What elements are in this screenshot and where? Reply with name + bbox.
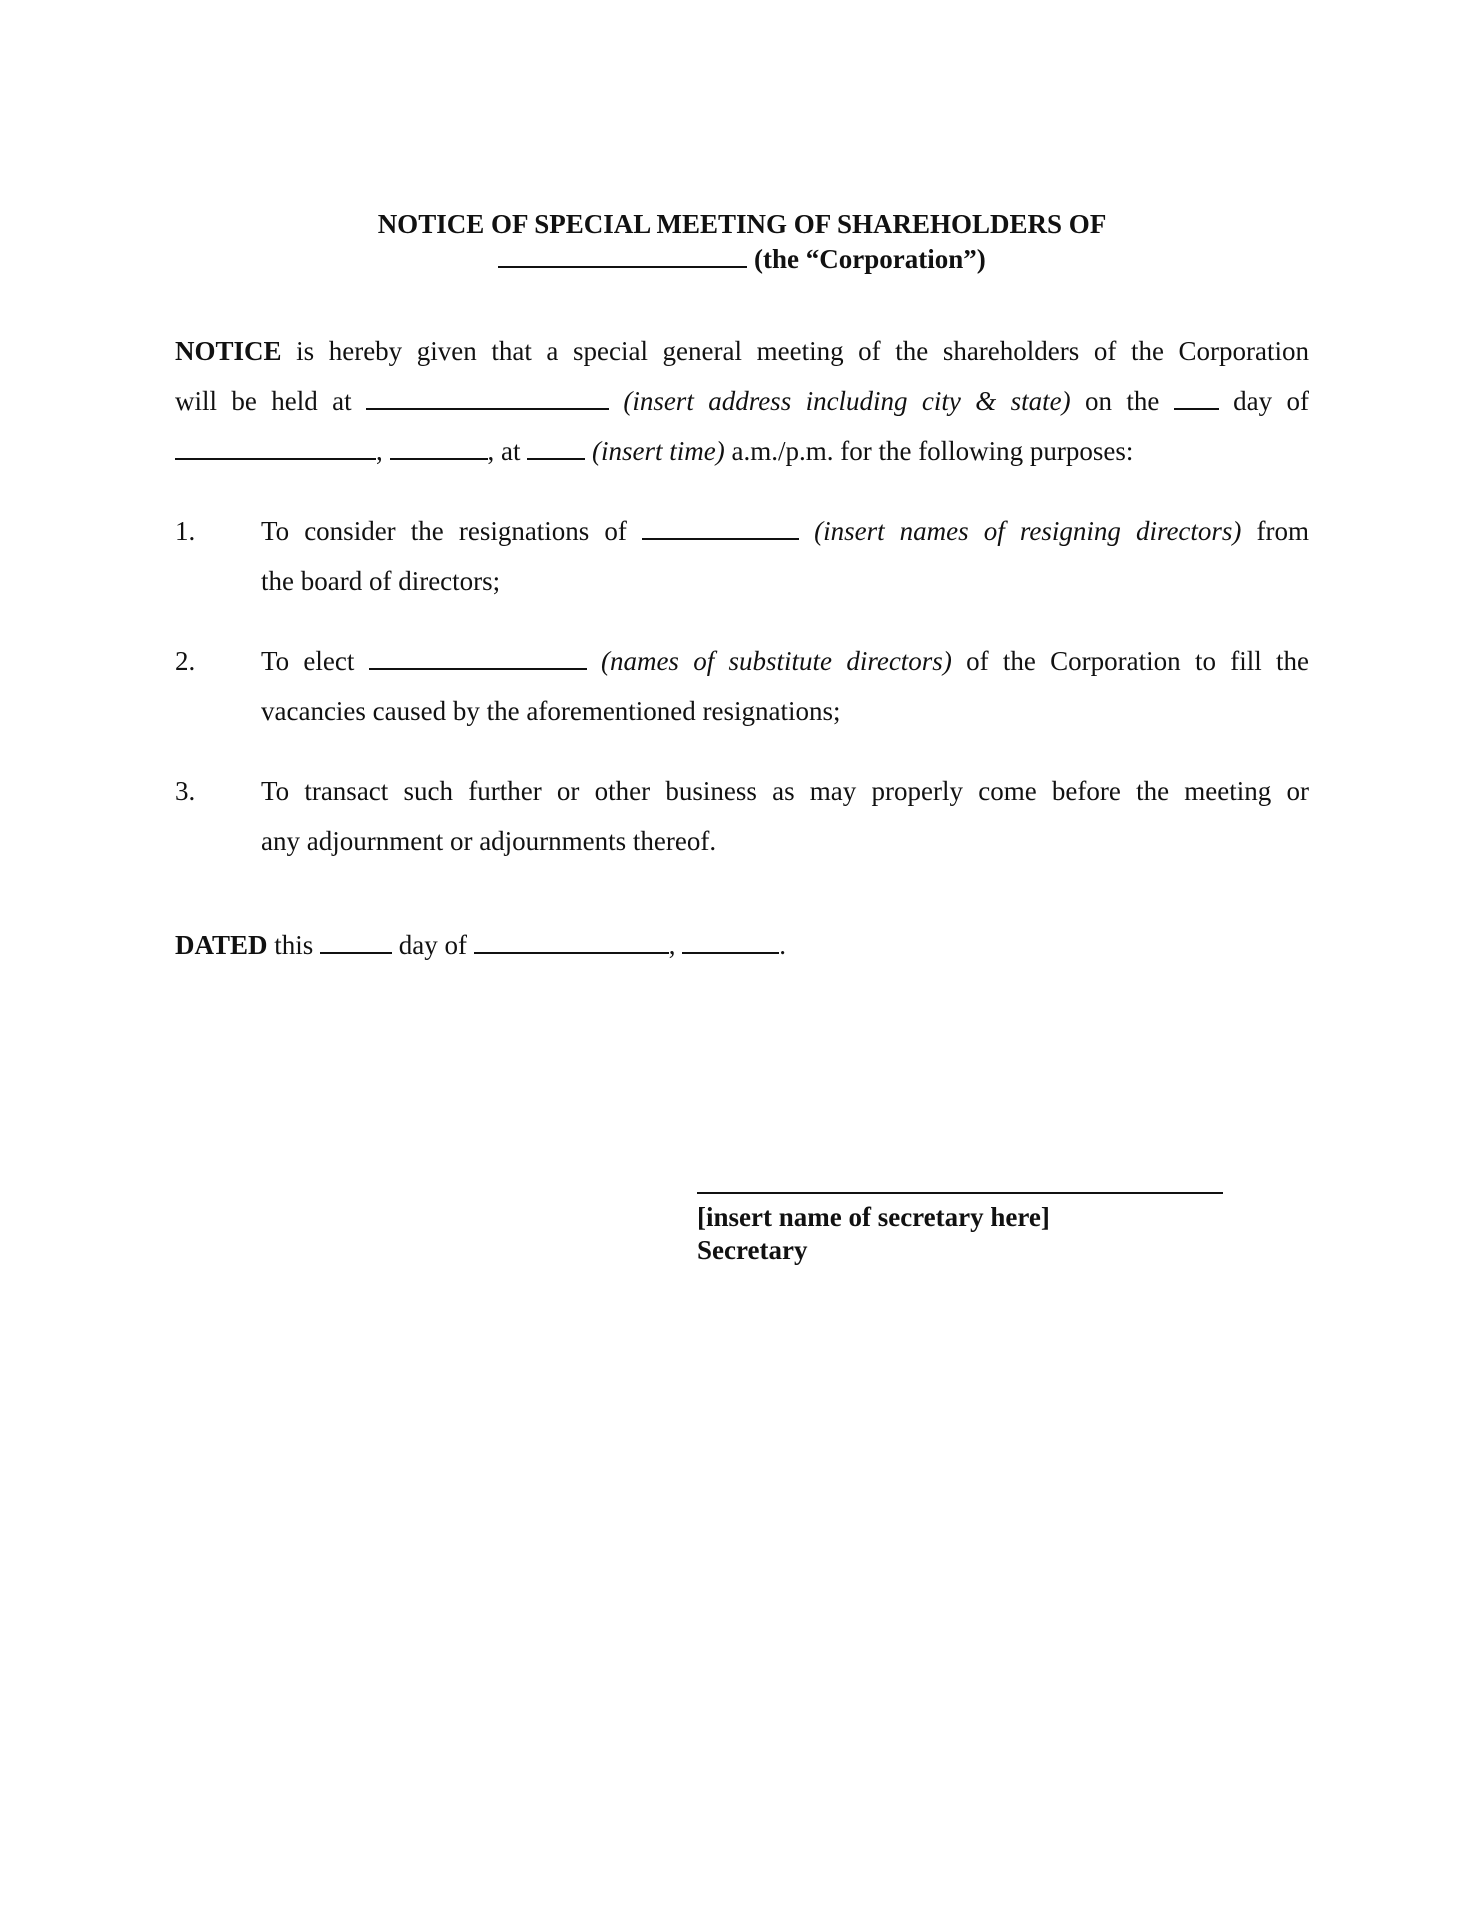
dated-line: DATED this day of , . <box>175 930 787 960</box>
item-number: 3. <box>175 776 196 806</box>
notice-line-1: NOTICE is hereby given that a special general meeting of the shareholders of the Corporation <box>175 336 1309 366</box>
day-blank[interactable] <box>1174 388 1219 410</box>
item-1-line-2: the board of directors; <box>261 566 501 596</box>
dated-month-blank[interactable] <box>474 932 669 954</box>
title-line-1: NOTICE OF SPECIAL MEETING OF SHAREHOLDERS OF <box>377 209 1107 239</box>
notice-line-3: , , at (insert time) a.m./p.m. for the following purposes: <box>175 435 1309 467</box>
item-1-line-1: To consider the resignations of (insert names of resigning directors) from <box>261 516 1310 546</box>
item-2-line-1: To elect (names of substitute directors) of the Corporation to fill the <box>261 646 1310 676</box>
substitute-directors-blank[interactable] <box>369 648 587 670</box>
item-2-line-2: vacancies caused by the aforementioned resignations; <box>261 696 841 726</box>
corporation-name-blank[interactable] <box>498 246 747 268</box>
item-number: 1. <box>175 516 196 546</box>
item-3-line-2: any adjournment or adjournments thereof. <box>261 826 717 856</box>
title-line-2: (the “Corporation”) <box>175 243 1309 275</box>
dated-year-blank[interactable] <box>682 932 779 954</box>
address-blank[interactable] <box>366 388 609 410</box>
notice-line-2: will be held at (insert address including city & state) on the day of <box>175 386 1309 416</box>
item-number: 2. <box>175 646 196 676</box>
secretary-name: [insert name of secretary here] <box>697 1202 1050 1232</box>
time-blank[interactable] <box>527 438 585 460</box>
item-3-line-1: To transact such further or other business as may properly come before the meeting or <box>261 776 1309 806</box>
secretary-title: Secretary <box>697 1235 808 1265</box>
year-blank[interactable] <box>390 438 488 460</box>
resigning-directors-blank[interactable] <box>642 518 799 540</box>
month-blank[interactable] <box>175 438 376 460</box>
dated-day-blank[interactable] <box>320 932 392 954</box>
signature-line[interactable] <box>697 1192 1223 1194</box>
